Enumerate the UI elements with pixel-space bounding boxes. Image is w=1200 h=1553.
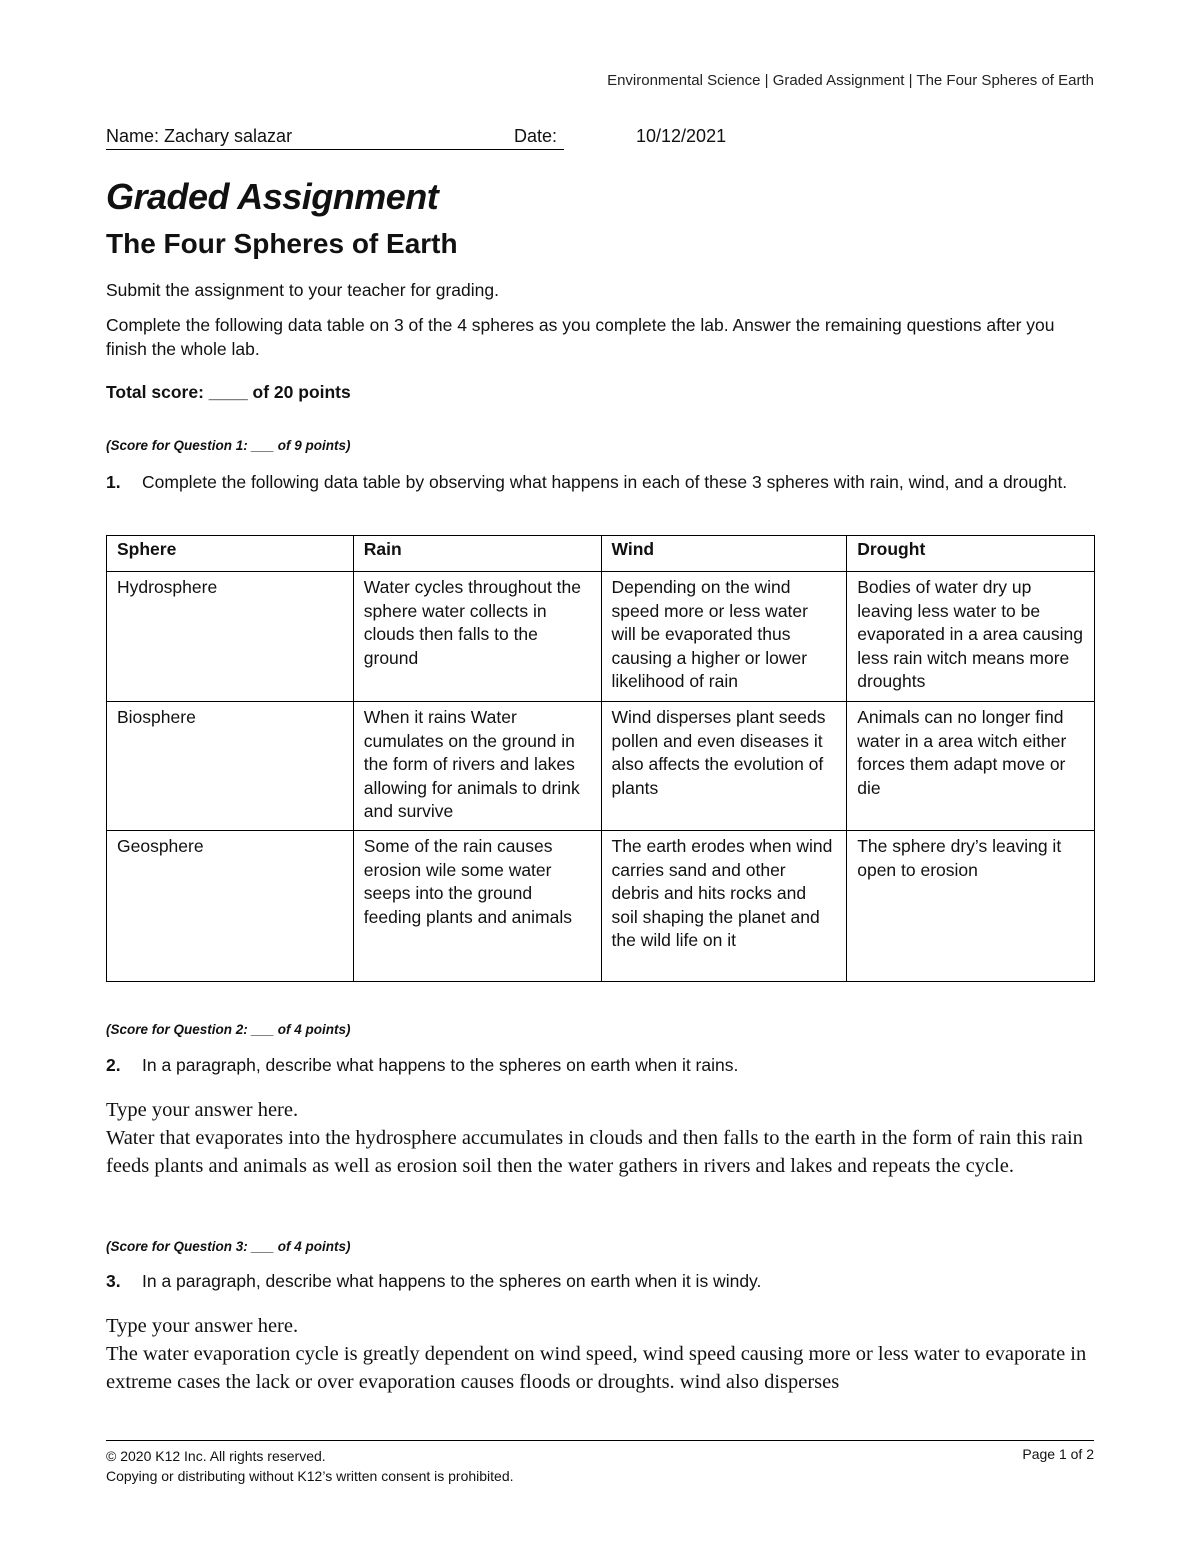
running-header: Environmental Science | Graded Assignment | The Four Spheres of Earth xyxy=(607,72,1094,89)
table-cell[interactable]: Wind disperses plant seeds pollen and even diseases it also affects the evolution of plants xyxy=(601,702,847,831)
question-2-number: 2. xyxy=(106,1055,121,1075)
question-1-number: 1. xyxy=(106,472,121,492)
submit-instruction: Submit the assignment to your teacher for grading. xyxy=(106,280,499,300)
table-header-cell: Rain xyxy=(353,536,601,572)
date-label: Date: xyxy=(514,126,558,146)
answer-text[interactable]: The water evaporation cycle is greatly dependent on wind speed, wind speed causing more or less water to evaporate in extreme cases the lack or over evaporation causes floods or droughts. wind also disperses xyxy=(106,1343,1087,1393)
table-header-row xyxy=(107,536,1095,572)
question-1-text: Complete the following data table by observing what happens in each of these 3 spheres with rain, wind, and a drought. xyxy=(142,472,1068,492)
question-1-score: (Score for Question 1: ___ of 9 points) xyxy=(106,438,351,453)
table-cell[interactable]: Water cycles throughout the sphere water collects in clouds then falls to the ground xyxy=(353,572,601,702)
complete-instruction: Complete the following data table on 3 of the 4 spheres as you complete the lab. Answer the remaining questions after you finish the whole lab. xyxy=(106,315,1055,359)
table-cell[interactable]: When it rains Water cumulates on the ground in the form of rivers and lakes allowing for animals to drink and survive xyxy=(353,702,601,831)
table-cell[interactable]: Bodies of water dry up leaving less water to be evaporated in a area causing less rain witch means more droughts xyxy=(847,572,1095,702)
answer-prompt: Type your answer here. xyxy=(106,1099,299,1121)
date-value: 10/12/2021 xyxy=(636,126,727,146)
name-date-row xyxy=(106,126,806,156)
table-header-cell: Sphere xyxy=(107,536,354,572)
question-3-number: 3. xyxy=(106,1271,121,1291)
name-field: Name: Zachary salazar xyxy=(106,126,564,150)
table-cell[interactable]: Hydrosphere xyxy=(107,572,354,702)
footer-legal xyxy=(106,1446,514,1486)
page-title: Graded Assignment xyxy=(106,176,439,217)
question-3-score: (Score for Question 3: ___ of 4 points) xyxy=(106,1239,351,1254)
table-row xyxy=(107,831,1095,982)
footer-divider xyxy=(106,1440,1094,1441)
question-2-answer-area[interactable] xyxy=(106,1096,1106,1180)
table-cell[interactable]: Biosphere xyxy=(107,702,354,831)
question-1 xyxy=(106,470,1096,494)
question-2-score: (Score for Question 2: ___ of 4 points) xyxy=(106,1022,351,1037)
answer-prompt: Type your answer here. xyxy=(106,1315,299,1337)
question-3-answer-area[interactable] xyxy=(106,1312,1106,1396)
question-2 xyxy=(106,1053,1096,1077)
total-score: Total score: ____ of 20 points xyxy=(106,382,351,402)
question-3-text: In a paragraph, describe what happens to the spheres on earth when it is windy. xyxy=(142,1271,762,1291)
table-row xyxy=(107,572,1095,702)
table-cell[interactable]: Animals can no longer find water in a area witch either forces them adapt move or die xyxy=(847,702,1095,831)
footer-copyright: © 2020 K12 Inc. All rights reserved. xyxy=(106,1448,326,1464)
spheres-data-table xyxy=(106,535,1095,982)
page-subtitle: The Four Spheres of Earth xyxy=(106,228,458,259)
table-cell[interactable]: The earth erodes when wind carries sand and other debris and hits rocks and soil shaping the planet and the wild life on it xyxy=(601,831,847,982)
question-3 xyxy=(106,1269,1096,1293)
table-cell[interactable]: The sphere dry’s leaving it open to erosion xyxy=(847,831,1095,982)
table-cell[interactable]: Geosphere xyxy=(107,831,354,982)
table-cell[interactable]: Some of the rain causes erosion wile some water seeps into the ground feeding plants and animals xyxy=(353,831,601,982)
answer-text[interactable]: Water that evaporates into the hydrosphere accumulates in clouds and then falls to the earth in the form of rain this rain feeds plants and animals as well as erosion soil then the water gathers in rivers and lakes and repeats the cycle. xyxy=(106,1127,1083,1177)
page-number: Page 1 of 2 xyxy=(1022,1446,1094,1462)
table-header-cell: Wind xyxy=(601,536,847,572)
footer-notice: Copying or distributing without K12’s written consent is prohibited. xyxy=(106,1468,514,1484)
table-cell[interactable]: Depending on the wind speed more or less water will be evaporated thus causing a higher or lower likelihood of rain xyxy=(601,572,847,702)
table-row xyxy=(107,702,1095,831)
table-header-cell: Drought xyxy=(847,536,1095,572)
question-2-text: In a paragraph, describe what happens to the spheres on earth when it rains. xyxy=(142,1055,739,1075)
